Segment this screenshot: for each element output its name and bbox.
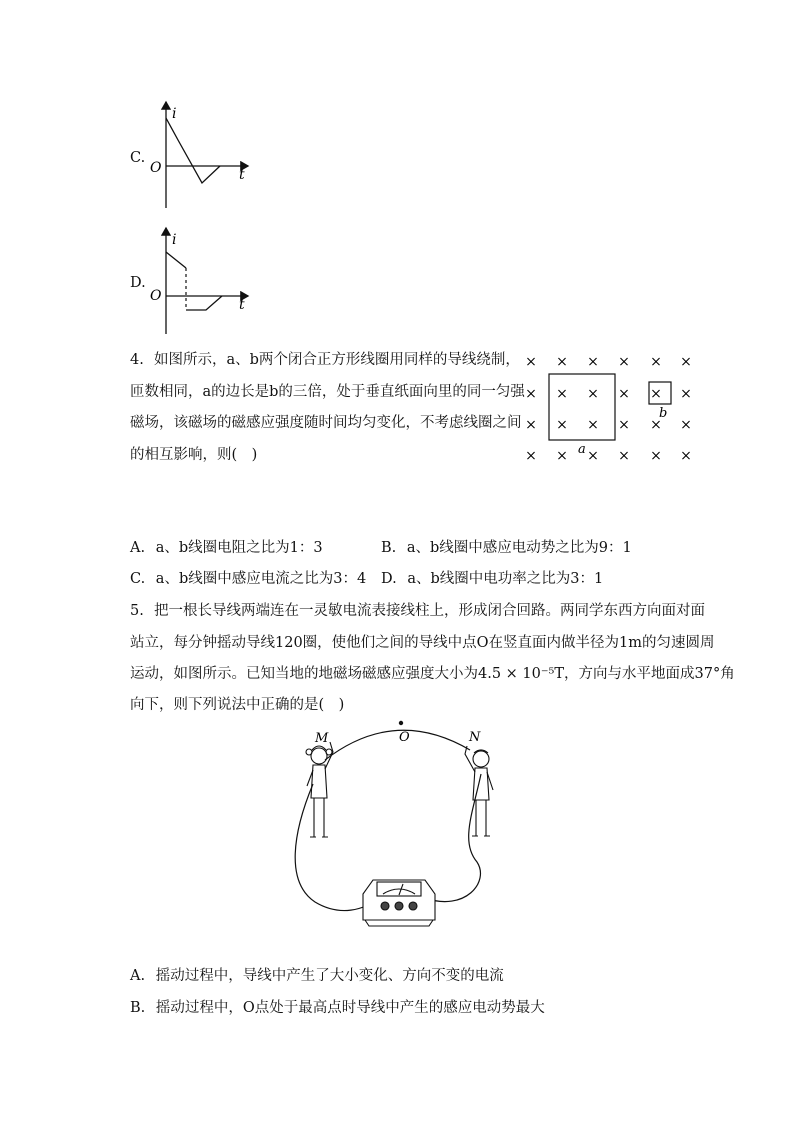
field-cross: × bbox=[650, 354, 662, 370]
field-cross: × bbox=[680, 354, 692, 370]
y-axis-label: i bbox=[172, 232, 177, 248]
field-cross: × bbox=[618, 417, 630, 433]
option-text: a、b线圈中电功率之比为3：1 bbox=[407, 571, 604, 587]
option-text: a、b线圈电阻之比为1：3 bbox=[155, 540, 323, 556]
field-cross: × bbox=[680, 417, 692, 433]
x-axis-label: t bbox=[239, 167, 245, 183]
current-curve bbox=[166, 118, 220, 183]
option-label: B. bbox=[130, 1000, 146, 1016]
option-label: A. bbox=[130, 968, 146, 984]
field-cross: × bbox=[680, 386, 692, 402]
current-negative-segment bbox=[186, 296, 222, 310]
midpoint-o bbox=[399, 721, 403, 725]
question-5-line-2: 站立，每分钟摇动导线120圈，使他们之间的导线中点O在竖直面内做半径为1m的匀速圆周 bbox=[130, 635, 715, 651]
question-4-option-c[interactable] bbox=[130, 564, 366, 595]
field-cross: × bbox=[618, 386, 630, 402]
origin-label: O bbox=[150, 160, 162, 176]
question-4-option-a[interactable] bbox=[130, 533, 323, 564]
question-5-option-a[interactable] bbox=[130, 961, 504, 992]
question-5-line-3: 运动，如图所示。已知当地的地磁场磁感应强度大小为4.5 × 10⁻⁵T，方向与水平地面成37°角 bbox=[130, 666, 735, 682]
field-cross: × bbox=[556, 417, 568, 433]
label-m: M bbox=[315, 731, 329, 746]
field-cross: × bbox=[525, 354, 537, 370]
question-4-option-b[interactable] bbox=[381, 533, 632, 564]
coil-a-label: a bbox=[578, 442, 586, 457]
question-4-line-1: 如图所示，a、b两个闭合正方形线圈用同样的导线绕制， bbox=[154, 352, 520, 368]
coil-b-label: b bbox=[659, 406, 668, 421]
question-4-line-3: 磁场，该磁场的磁感应强度随时间均匀变化，不考虑线圈之间 bbox=[130, 415, 522, 431]
option-c-graph bbox=[140, 96, 260, 214]
field-cross: × bbox=[587, 448, 599, 464]
question-4-option-d[interactable] bbox=[381, 564, 603, 595]
field-cross: × bbox=[556, 448, 568, 464]
wire-right bbox=[425, 774, 481, 902]
origin-label: O bbox=[150, 288, 162, 304]
wire-arc bbox=[325, 730, 470, 760]
field-cross: × bbox=[618, 448, 630, 464]
question-5-line-1: 把一根长导线两端连在一灵敏电流表接线柱上，形成闭合回路。两同学东西方向面对面 bbox=[154, 603, 705, 619]
field-cross: × bbox=[650, 417, 662, 433]
x-axis-label: t bbox=[239, 297, 245, 313]
field-cross: × bbox=[525, 386, 537, 402]
student-n-figure bbox=[465, 746, 493, 836]
question-5-option-b[interactable] bbox=[130, 993, 545, 1024]
field-cross: × bbox=[650, 386, 662, 402]
question-4-number: 4. bbox=[130, 352, 144, 368]
option-label: A. bbox=[130, 540, 146, 556]
question-4-figure bbox=[520, 345, 700, 465]
option-label: D. bbox=[381, 571, 397, 587]
option-c-label: C. bbox=[130, 150, 146, 166]
field-cross: × bbox=[525, 448, 537, 464]
option-text: a、b线圈中感应电流之比为3：4 bbox=[155, 571, 367, 587]
question-4-line-2: 匝数相同，a的边长是b的三倍，处于垂直纸面向里的同一匀强 bbox=[130, 384, 525, 400]
field-cross: × bbox=[525, 417, 537, 433]
option-text: 摇动过程中，导线中产生了大小变化、方向不变的电流 bbox=[155, 968, 504, 984]
field-cross: × bbox=[650, 448, 662, 464]
option-text: a、b线圈中感应电动势之比为9：1 bbox=[406, 540, 632, 556]
field-cross: × bbox=[556, 386, 568, 402]
student-m-figure bbox=[306, 742, 333, 837]
label-o: O bbox=[399, 730, 410, 745]
option-d-label: D. bbox=[130, 275, 146, 291]
field-cross: × bbox=[587, 386, 599, 402]
option-d-graph bbox=[140, 222, 260, 340]
field-cross: × bbox=[556, 354, 568, 370]
question-5-line-4: 向下，则下列说法中正确的是( ) bbox=[130, 697, 345, 713]
field-cross: × bbox=[618, 354, 630, 370]
option-label: B. bbox=[381, 540, 397, 556]
y-axis-label: i bbox=[172, 106, 177, 122]
option-label: C. bbox=[130, 571, 146, 587]
question-5-figure bbox=[285, 712, 515, 940]
field-cross: × bbox=[587, 354, 599, 370]
question-5-number: 5. bbox=[130, 603, 144, 619]
option-text: 摇动过程中，O点处于最高点时导线中产生的感应电动势最大 bbox=[155, 1000, 545, 1016]
galvanometer bbox=[363, 880, 435, 926]
question-4-line-4: 的相互影响，则( ) bbox=[130, 447, 258, 463]
label-n: N bbox=[469, 730, 481, 745]
field-cross: × bbox=[587, 417, 599, 433]
current-positive-segment bbox=[166, 252, 186, 268]
field-cross: × bbox=[680, 448, 692, 464]
